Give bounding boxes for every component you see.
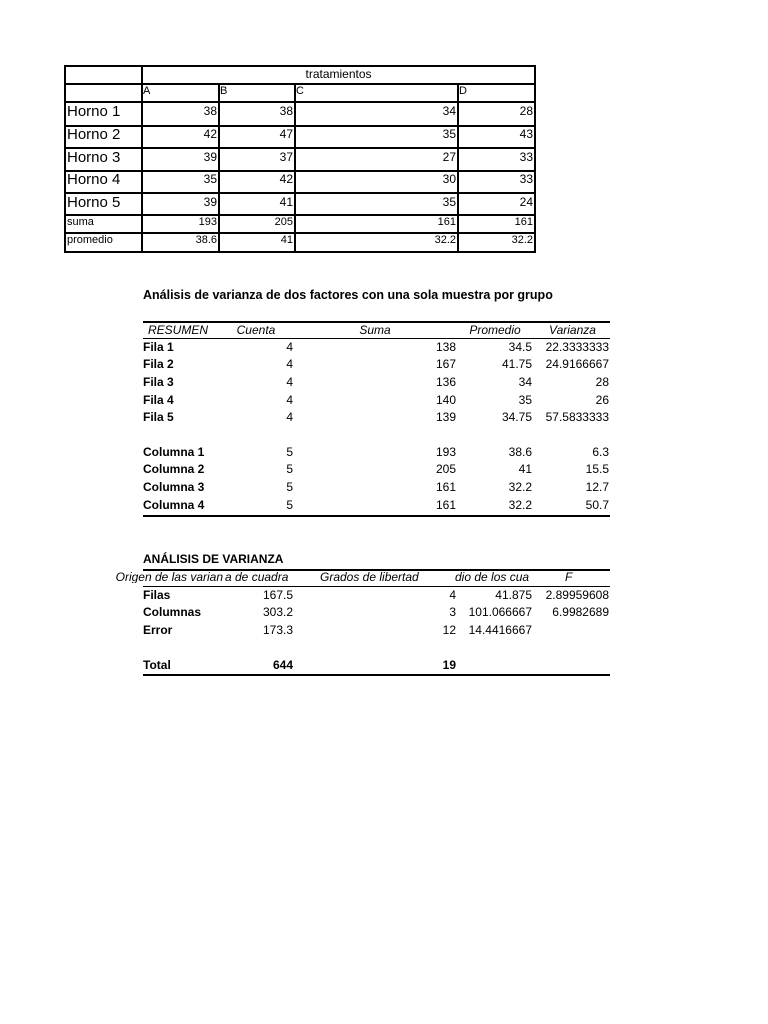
anova-row-label: Columnas — [143, 605, 202, 619]
cell-value: 41 — [280, 234, 293, 246]
summary-value: 32.2 — [508, 498, 532, 512]
summary-value: 5 — [286, 480, 293, 494]
summary-value: 24.9166667 — [545, 357, 609, 371]
anova-row-label: Filas — [143, 588, 171, 602]
summary-value: 50.7 — [585, 498, 609, 512]
anova-value: 41.875 — [495, 588, 532, 602]
cell-value: 42 — [203, 127, 217, 141]
anova-total-label: Total — [143, 658, 171, 672]
summary-row-label: Fila 3 — [143, 375, 174, 389]
cell-value: 33 — [519, 150, 533, 164]
rule-line — [143, 674, 610, 676]
cell-value: 33 — [519, 172, 533, 186]
summary-value: 167 — [435, 357, 456, 371]
cell-value: 30 — [442, 172, 456, 186]
cell-value: 161 — [437, 216, 456, 228]
summary-value: 32.2 — [508, 480, 532, 494]
summary-value: 138 — [435, 340, 456, 354]
summary-row-label: Fila 5 — [143, 410, 174, 424]
summary-value: 15.5 — [585, 462, 609, 476]
treatments-header: tratamientos — [305, 67, 372, 81]
summary-value: 35 — [518, 393, 532, 407]
summary-value: 4 — [286, 393, 293, 407]
anova-header: a de cuadra — [225, 571, 289, 583]
column-letter: C — [296, 85, 304, 97]
summary-header: Cuenta — [236, 323, 276, 337]
anova-value: 173.3 — [262, 623, 293, 637]
column-letter: B — [220, 85, 228, 97]
summary-value: 34 — [518, 375, 532, 389]
summary-value: 34.5 — [508, 340, 532, 354]
summary-value: 26 — [595, 393, 609, 407]
rule-line — [143, 586, 610, 587]
cell-value: 38.6 — [195, 234, 217, 246]
cell-value: 39 — [203, 150, 217, 164]
anova-value: 3 — [449, 605, 456, 619]
summary-value: 28 — [595, 375, 609, 389]
summary-value: 205 — [435, 462, 456, 476]
cell-value: 28 — [519, 104, 533, 118]
cell-value: 34 — [442, 104, 456, 118]
anova-row-label: Error — [143, 623, 173, 637]
summary-header: Promedio — [469, 323, 521, 337]
summary-value: 4 — [286, 340, 293, 354]
summary-header: Suma — [359, 323, 391, 337]
anova-total-value: 644 — [272, 658, 293, 672]
summary-value: 38.6 — [508, 445, 532, 459]
cell-value: 193 — [198, 216, 217, 228]
summary-value: 22.3333333 — [545, 340, 609, 354]
row-label: suma — [67, 216, 94, 228]
summary-value: 4 — [286, 375, 293, 389]
row-label: Horno 1 — [67, 103, 121, 120]
cell-value: 35 — [442, 127, 456, 141]
anova-header: Grados de libertad — [320, 571, 419, 583]
anova-value: 12 — [442, 623, 456, 637]
anova-header: F — [565, 571, 573, 583]
row-label: promedio — [67, 234, 113, 246]
column-letter: D — [459, 85, 467, 97]
cell-value: 27 — [442, 150, 456, 164]
cell-value: 41 — [279, 195, 293, 209]
summary-value: 4 — [286, 410, 293, 424]
summary-row-label: Columna 3 — [143, 480, 205, 494]
summary-value: 5 — [286, 462, 293, 476]
anova-section-title: ANÁLISIS DE VARIANZA — [143, 552, 284, 566]
summary-header: RESUMEN — [147, 323, 208, 337]
anova-value: 14.4416667 — [468, 623, 532, 637]
anova-value: 6.9982689 — [552, 605, 609, 619]
summary-value: 193 — [435, 445, 456, 459]
row-label: Horno 2 — [67, 126, 121, 143]
cell-value: 205 — [274, 216, 293, 228]
summary-value: 140 — [435, 393, 456, 407]
anova-value: 2.89959608 — [545, 588, 609, 602]
summary-header: Varianza — [549, 323, 596, 337]
cell-value: 35 — [203, 172, 217, 186]
anova-value: 303.2 — [262, 605, 293, 619]
summary-value: 161 — [435, 498, 456, 512]
anova-header: Origen de las varian — [115, 571, 223, 583]
summary-value: 6.3 — [592, 445, 609, 459]
summary-value: 34.75 — [501, 410, 532, 424]
cell-value: 39 — [203, 195, 217, 209]
anova-header: dio de los cua — [455, 571, 530, 583]
anova-total-value: 19 — [442, 658, 456, 672]
summary-value: 4 — [286, 357, 293, 371]
summary-value: 41 — [518, 462, 532, 476]
anova-value: 167.5 — [262, 588, 293, 602]
summary-value: 57.5833333 — [545, 410, 609, 424]
summary-row-label: Fila 2 — [143, 357, 174, 371]
summary-value: 5 — [286, 445, 293, 459]
row-label: Horno 3 — [67, 149, 121, 166]
summary-value: 5 — [286, 498, 293, 512]
summary-row-label: Columna 2 — [143, 462, 205, 476]
summary-row-label: Columna 1 — [143, 445, 205, 459]
cell-value: 32.2 — [511, 234, 533, 246]
cell-value: 42 — [279, 172, 293, 186]
column-letter: A — [143, 85, 151, 97]
cell-value: 24 — [519, 195, 533, 209]
cell-value: 32.2 — [434, 234, 456, 246]
summary-row-label: Fila 1 — [143, 340, 174, 354]
summary-value: 136 — [435, 375, 456, 389]
anova-value: 101.066667 — [468, 605, 532, 619]
cell-value: 161 — [514, 216, 533, 228]
cell-value: 37 — [279, 150, 293, 164]
row-label: Horno 5 — [67, 194, 121, 211]
summary-value: 139 — [435, 410, 456, 424]
summary-value: 41.75 — [501, 357, 532, 371]
summary-value: 12.7 — [585, 480, 609, 494]
cell-value: 43 — [519, 127, 533, 141]
row-label: Horno 4 — [67, 171, 121, 188]
anova-title: Análisis de varianza de dos factores con una sola muestra por grupo — [143, 288, 553, 302]
summary-row-label: Fila 4 — [143, 393, 174, 407]
summary-row-label: Columna 4 — [143, 498, 205, 512]
cell-value: 38 — [203, 104, 217, 118]
cell-value: 35 — [442, 195, 456, 209]
cell-value: 47 — [279, 127, 293, 141]
cell-value: 38 — [279, 104, 293, 118]
anova-value: 4 — [449, 588, 456, 602]
summary-value: 161 — [435, 480, 456, 494]
